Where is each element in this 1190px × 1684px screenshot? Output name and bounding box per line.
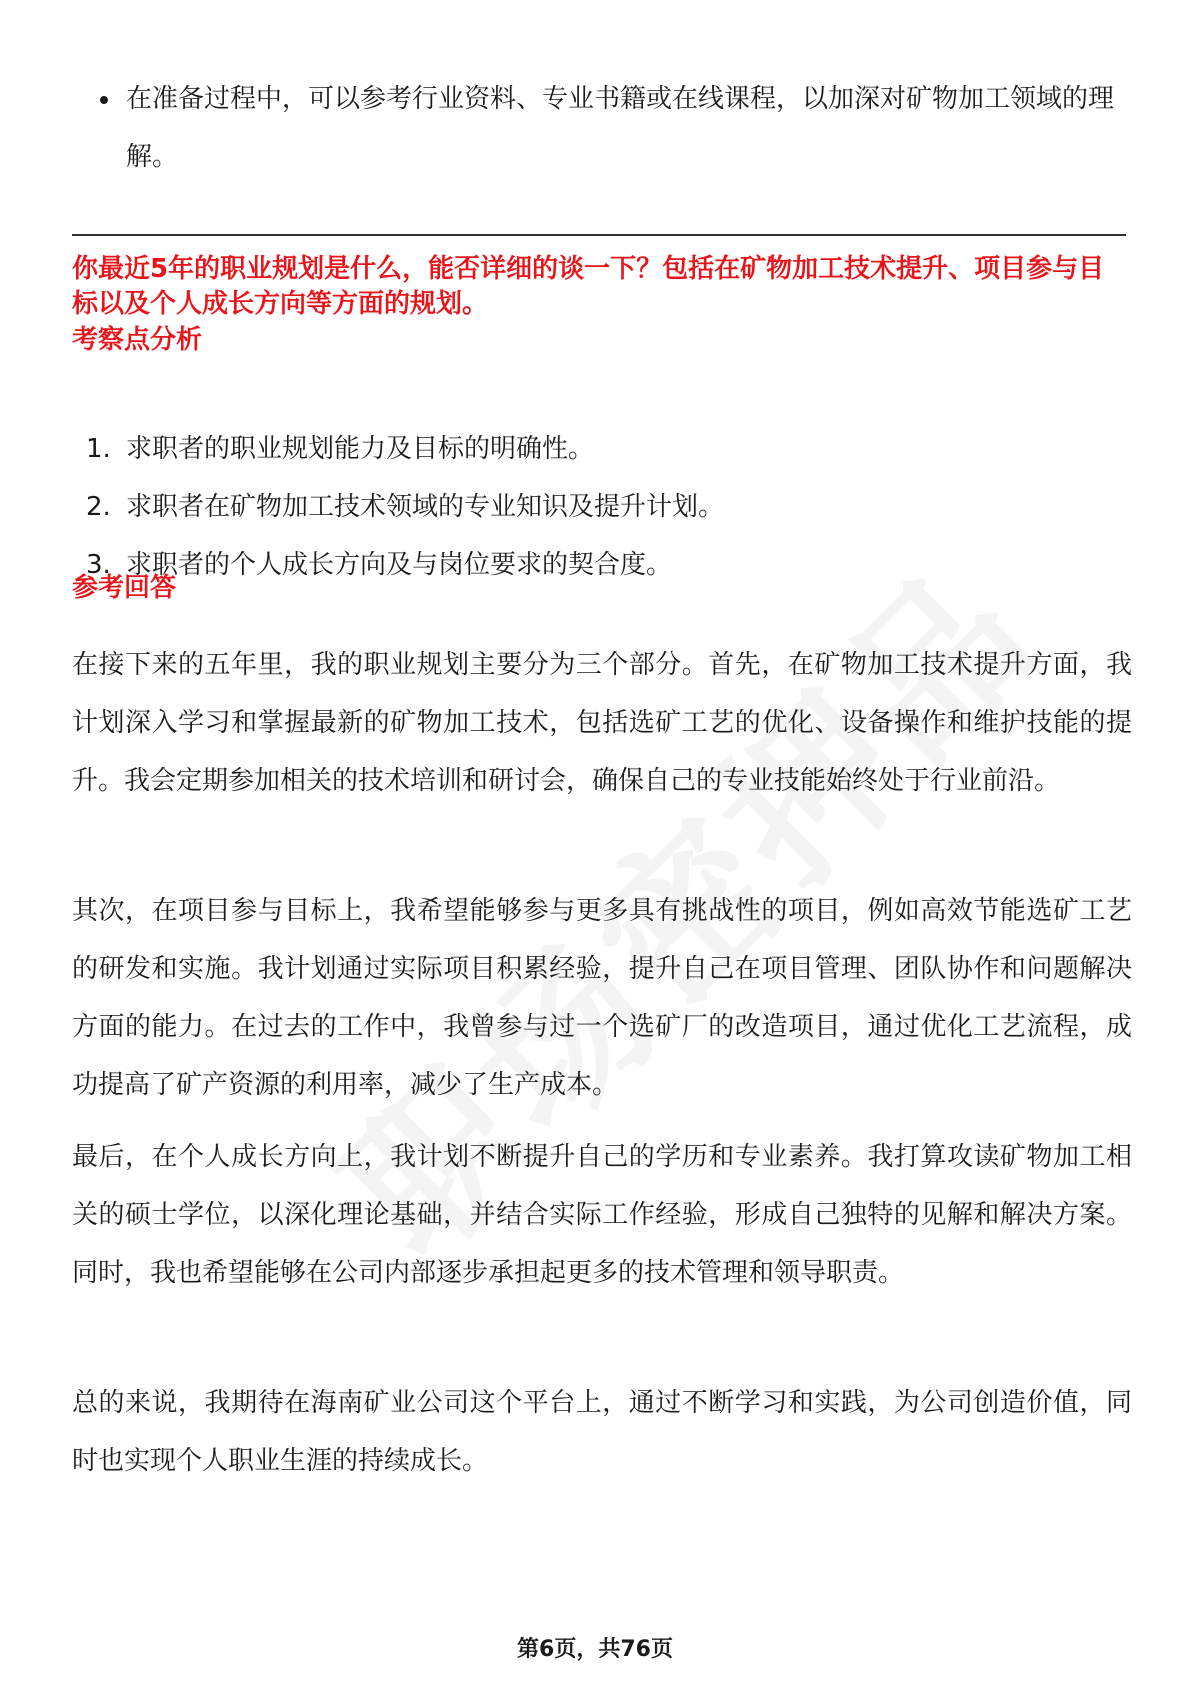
answer-paragraph-3: 最后，在个人成长方向上，我计划不断提升自己的学历和专业素养。我打算攻读矿物加工相关的硕士学位，以深化理论基础，并结合实际工作经验，形成自己独特的见解和解决方案。同时，我也希望能够在公司内部逐步承担起更多的技术管理和领导职责。 [72,1142,1132,1288]
analysis-title: 考察点分析 [72,325,203,355]
bullet-dot-icon [100,96,108,104]
list-item-number: 2. [86,492,111,522]
page-number: 第6页，共76页 [517,1637,673,1662]
list-item-number: 1. [86,434,111,464]
question-heading: 你最近5年的职业规划是什么，能否详细的谈一下？包括在矿物加工技术提升、项目参与目标以及个人成长方向等方面的规划。 [72,254,1105,319]
bullet-text: 在准备过程中，可以参考行业资料、专业书籍或在线课程，以加深对矿物加工领域的理解。 [126,84,1115,172]
list-item [86,420,1116,478]
analysis-list [86,420,1116,594]
list-item-text: 求职者在矿物加工技术领域的专业知识及提升计划。 [126,492,725,522]
list-item [86,478,1116,536]
answer-paragraph-1: 在接下来的五年里，我的职业规划主要分为三个部分。首先，在矿物加工技术提升方面，我计划深入学习和掌握最新的矿物加工技术，包括选矿工艺的优化、设备操作和维护技能的提升。我会定期参加相关的技术培训和研讨会，确保自己的专业技能始终处于行业前沿。 [72,650,1132,796]
answer-paragraph-2: 其次，在项目参与目标上，我希望能够参与更多具有挑战性的项目，例如高效节能选矿工艺的研发和实施。我计划通过实际项目积累经验，提升自己在项目管理、团队协作和问题解决方面的能力。在过去的工作中，我曾参与过一个选矿厂的改造项目，通过优化工艺流程，成功提高了矿产资源的利用率，减少了生产成本。 [72,896,1132,1100]
list-item-text: 求职者的个人成长方向及与岗位要求的契合度。 [126,550,673,580]
answer-title: 参考回答 [72,573,177,603]
bullet-item [100,70,1120,186]
list-item [86,536,1116,594]
answer-paragraph-4: 总的来说，我期待在海南矿业公司这个平台上，通过不断学习和实践，为公司创造价值，同时也实现个人职业生涯的持续成长。 [72,1388,1132,1476]
section-divider [72,234,1126,236]
list-item-number: 3. [86,550,111,580]
list-item-text: 求职者的职业规划能力及目标的明确性。 [126,434,595,464]
